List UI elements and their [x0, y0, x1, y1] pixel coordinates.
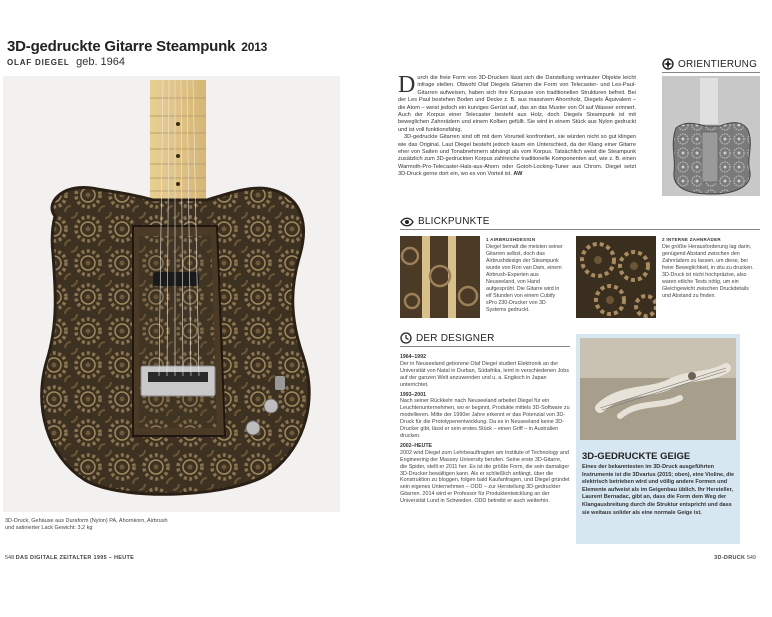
eye-icon [400, 217, 414, 227]
designer-heading [400, 332, 495, 344]
highlight-text-airbrush [486, 236, 564, 314]
author-line [7, 56, 125, 68]
title-text: 3D-gedruckte Gitarre Steampunk [7, 38, 236, 55]
highlight-label-airbrush: 1 AIRBRUSHDESIGN [486, 237, 536, 242]
title-year: 2013 [241, 40, 268, 54]
designer-heading-text: DER DESIGNER [416, 332, 495, 344]
designer-text-2: Nach seiner Rückkehr nach Neuseeland arbeitet Diegel für ein Leuchtenunternehmen, wo er beginnt, Produkte mittels 3D-Software zu modellieren. Mitte der 1990er Jahre erkennt er das Potenzial von 3D-Druck für die Prototypenentwicklung. Da es in Neuseeland keine 3D-Drucker gibt, lässt er sein erstes Stück – einen Griff – in Australien drucken. [400, 398, 570, 439]
folio-right [714, 555, 756, 561]
highlight-body-airbrush: Diegel bemalt die meisten seiner Gitarren selbst, doch das Airbrushdesign der Steampunk wurde von Ron van Dam, einem Airbrush-Experten aus Neuseeland, von Hand aufgesprüht. Die Gitarre wird in elf Stunden von einem Cubify sPro 230-Drucker von 3D Systems gedruckt. [486, 244, 563, 313]
intro-dropcap: D [398, 72, 416, 98]
highlights-heading-text: BLICKPUNKTE [418, 216, 490, 227]
designer-timeline [400, 351, 570, 505]
folio-left [5, 555, 134, 561]
designer-era-2: 1993–2001 [400, 391, 426, 398]
intro-signature: AW [513, 171, 523, 178]
folio-right-section: 3D-DRUCK [714, 555, 746, 561]
folio-left-section: DAS DIGITALE ZEITALTER 1995 – HEUTE [15, 555, 135, 561]
highlight-text-gears [662, 236, 758, 300]
folio-left-number: 548 [5, 555, 15, 561]
violin-title: 3D-GEDRUCKTE GEIGE [582, 451, 691, 462]
intro-text [398, 72, 636, 179]
orientation-rule [662, 72, 760, 73]
clock-icon [400, 332, 412, 344]
highlight-label-gears: 2 INTERNE ZAHNRÄDER [662, 237, 721, 242]
intro-paragraph-1: urch die freie Form von 3D-Drucken lässt sich die Darstellung vertrauter Objekte leicht infrage stellen. Obwohl Olaf Diegels Gitarren die Form von Telecaster- und Les-Paul-Gitarren aufweisen, haben sich ihre Korpusse von traditionellen Strukturen befreit. Bei der Les Paul bestehen Boden und Decke z. B. aus massivem Ahornholz, Diegels Äquivalent – die Atom – weist jedoch ein kurviges Gerüst auf, das an das Muster von Öl auf Wasser erinnert. Auch der Korpus einer Telecaster besteht aus Holz, doch Diegels Steampunk ist mit beweglichen Zahnrädern und einem Kolben gefüllt. Sie wird in einem Stück aus Nylon gedruckt und ist voll funktionsfähig. [398, 75, 636, 133]
orientation-image [662, 76, 760, 196]
highlight-body-gears: Die größte Herausforderung lag darin, genügend Abstand zwischen den Zahnrädern zu lassen, um diese, bei freier Beweglichkeit, in situ zu drucken. 3D-Druck ist nicht hochpräzise, also waren etliche Tests nötig, um ein Gleichgewicht zwischen Druckdetails und Abstand zu finden. [662, 244, 754, 299]
highlights-heading [400, 216, 490, 227]
highlight-image-airbrush [400, 236, 480, 318]
designer-text-3: 2002 wird Diegel zum Lehrbeauftragten am Institute of Technology and Engineering der Massey University berufen. Seine erste 3D-Gitarre, die Spider, stellt er 2011 her. Es ist die größte Form, die sein damaliger 3D-Drucker bewältigen kann. Als er schließlich anfängt, über die Konstruktion zu bloggen, folgen bald Kaufanfragen, und Diegel gründet sein eigenes Unternehmen – ODD – zur Herstellung 3D-gedruckter Gitarren. 2014 wird er Professor für Produktentwicklung an der Universität Lund in Schweden. ODD betreibt er auch weiterhin. [400, 449, 570, 505]
designer-text-1: Der in Neuseeland geborene Olaf Diegel studiert Elektronik an der Universität von Natal in Durban, Südafrika, lernt in verschiedenen Jobs auf der ganzen Welt anzuwenden und u. a. Englisch in Japan unterrichtet. [400, 360, 569, 388]
author-born: geb. 1964 [76, 56, 126, 68]
orientation-heading-text: ORIENTIERUNG [678, 58, 758, 70]
compass-icon [662, 58, 674, 70]
intro-paragraph-2: 3D-gedruckte Gitarren sind oft mit dem Vorurteil konfrontiert, sie würden nicht so gut klingen wie das Original. Laut Diegel besteht jedoch kaum ein Unterschied, da der Klang einer Gitarre eher von Saiten und Tonabnehmern abhängt als vom Korpus. Tatsächlich weist die Steampunk zusätzlich zum 3D-gedruckten Korpus zahlreiche traditionelle Komponenten auf, wie z. B. einen Warmoth-Pro-Telecaster-Hals-aus-Ahorn oder Gotoh-Locking-Tuner aus Chrom. Diegel setzt 3D-Druck gerne dort ein, wo es von Vorteil ist. [398, 134, 636, 178]
designer-era-1: 1964–1992 [400, 354, 426, 360]
author-name: OLAF DIEGEL [7, 58, 70, 67]
designer-era-3: 2002–HEUTE [400, 442, 433, 449]
highlights-rule [400, 229, 760, 230]
guitar-photo [3, 76, 340, 512]
page-title [7, 38, 267, 55]
folio-right-number: 549 [746, 555, 756, 561]
violin-text: Eines der bekanntesten im 3D-Druck ausgeführten Instrumente ist die 3Dvarius (2015; oben), eine Violine, die elektrisch betrieben wird und völlig andere Formen und Elemente aufweist als im Geigenbau üblich. Ihr Hersteller, Laurent Bernadac, gibt an, dass die Form dem Weg der Klangausbreitung durch die Struktur entspricht und dass sie weitaus solider als eine normale Geige ist. [582, 464, 735, 516]
designer-rule [400, 346, 570, 347]
highlight-image-gears [576, 236, 656, 318]
right-page [386, 0, 772, 617]
violin-sidebar [576, 334, 740, 544]
violin-image [580, 338, 736, 440]
orientation-heading [662, 58, 757, 70]
photo-caption: 3D-Druck, Gehäuse aus Duraform (Nylon) PA, Ahornkorn, Airbrush und satinierter Lack Gewicht: 3,2 kg [5, 518, 168, 531]
